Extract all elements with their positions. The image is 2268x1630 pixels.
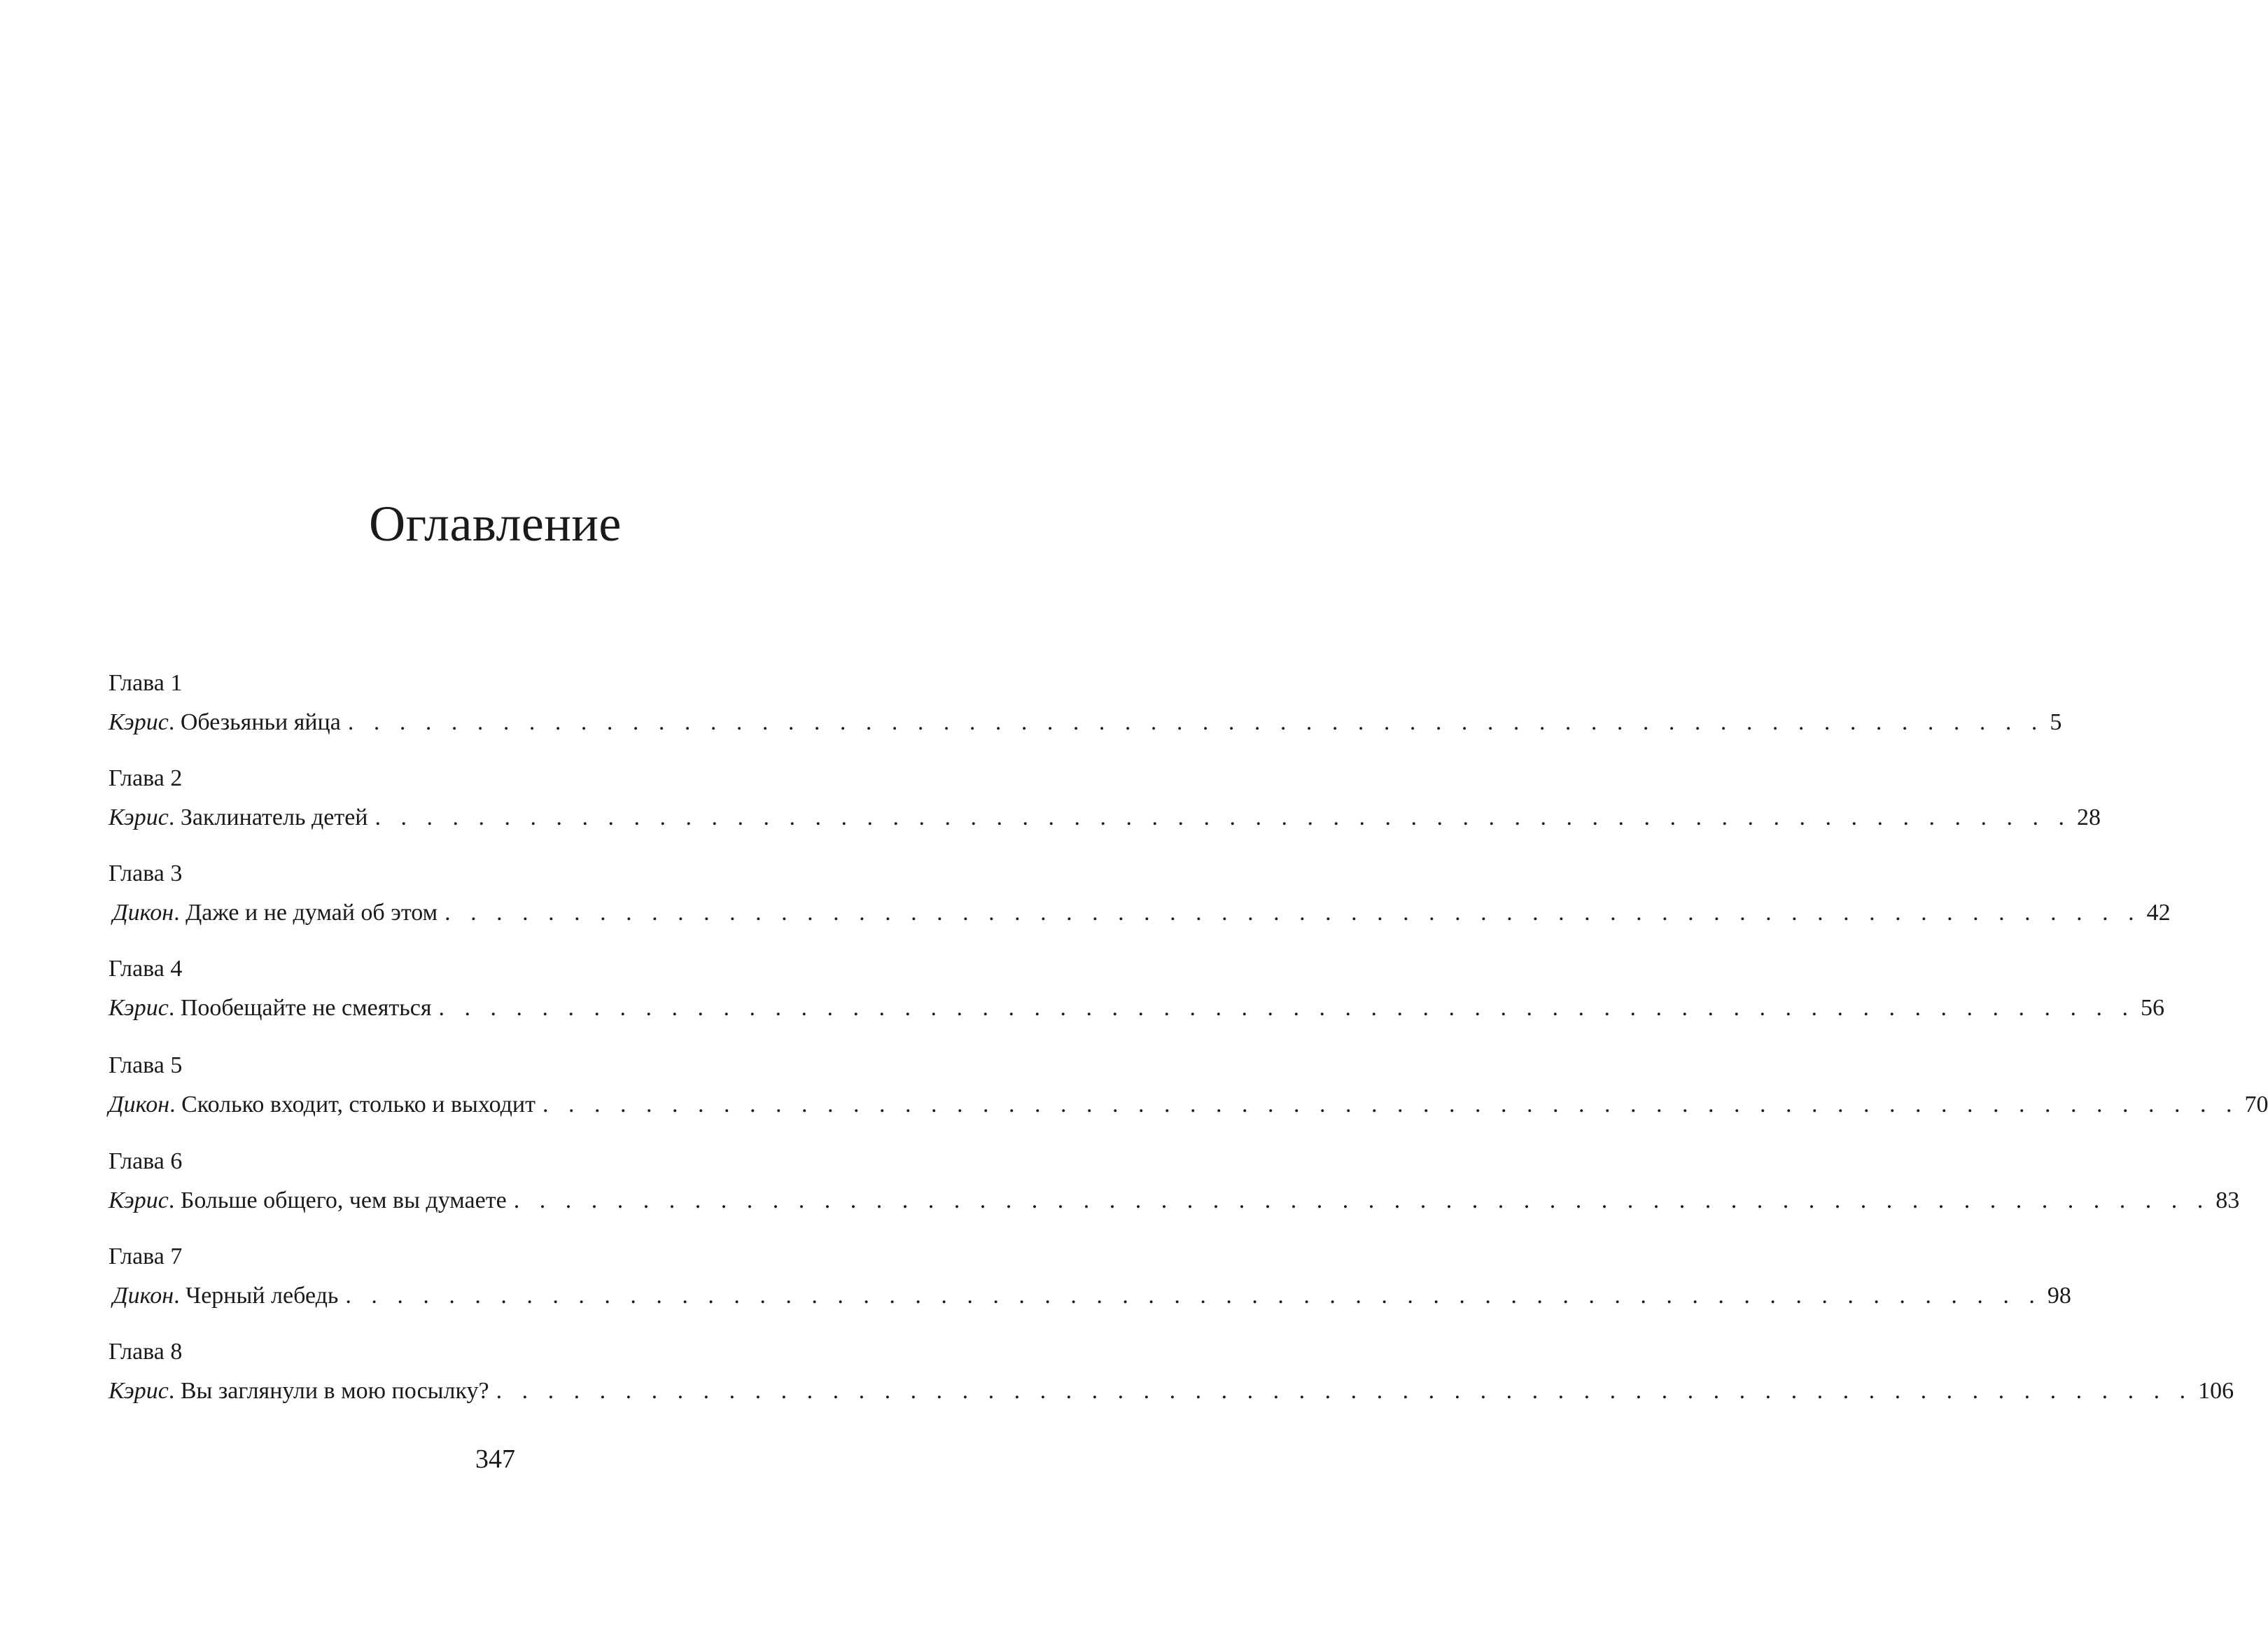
dot-leader: . . . . . . . . . . . . . . . . . . . . . . . . . . . . . . . . . . . . . . . . . . . . . . . . . . . . . . . . . . . . . . . . . .	[347, 709, 2045, 735]
page-number: 56	[2140, 995, 2164, 1021]
dot-leader: . . . . . . . . . . . . . . . . . . . . . . . . . . . . . . . . . . . . . . . . . . . . . . . . . . . . . . . . . . . . . . . . . .	[374, 804, 2071, 830]
narrator-separator: .	[168, 995, 175, 1021]
chapter-title-line	[108, 898, 2171, 928]
narrator-separator: .	[174, 1283, 180, 1309]
chapter-narrator: Кэрис	[108, 1187, 169, 1213]
folio-page-number: 347	[475, 1444, 515, 1474]
chapter-title-line	[108, 1185, 2240, 1216]
page-number: 70	[2244, 1092, 2268, 1117]
dot-leader: . . . . . . . . . . . . . . . . . . . . . . . . . . . . . . . . . . . . . . . . . . . . . . . . . . . . . . . . . . . . . . . . . .	[438, 995, 2135, 1021]
chapter-label: Глава 2	[108, 765, 183, 791]
chapter-title: Черный лебедь	[179, 1283, 339, 1309]
chapter-label: Глава 3	[108, 861, 183, 886]
narrator-separator: .	[168, 804, 175, 830]
chapter-narrator: Кэрис	[108, 709, 169, 735]
chapter-label: Глава 4	[108, 956, 183, 982]
chapter-title: Больше общего, чем вы думаете	[174, 1187, 507, 1213]
chapter-title-line	[108, 1281, 2071, 1311]
page-number: 98	[2047, 1283, 2071, 1309]
dot-leader: . . . . . . . . . . . . . . . . . . . . . . . . . . . . . . . . . . . . . . . . . . . . . . . . . . . . . . . . . . . . . . . . . .	[496, 1378, 2193, 1404]
chapter-title: Заклинатель детей	[174, 804, 368, 830]
page-title: Оглавление	[369, 496, 622, 552]
chapter-title-line	[108, 802, 2101, 833]
chapter-narrator: Дикон	[113, 900, 174, 926]
narrator-separator: .	[168, 1378, 175, 1404]
chapter-title: Сколько входит, столько и выходит	[175, 1092, 536, 1117]
page-number: 42	[2146, 900, 2171, 926]
chapter-title-line	[108, 707, 2062, 738]
chapter-label: Глава 6	[108, 1148, 183, 1174]
chapter-label: Глава 5	[108, 1052, 183, 1078]
chapter-narrator: Дикон	[108, 1092, 170, 1117]
dot-leader: . . . . . . . . . . . . . . . . . . . . . . . . . . . . . . . . . . . . . . . . . . . . . . . . . . . . . . . . . . . . . . . . . .	[513, 1187, 2211, 1213]
page-number: 28	[2077, 804, 2101, 830]
chapter-title: Пообещайте не смеяться	[174, 995, 432, 1021]
chapter-title: Вы заглянули в мою посылку?	[174, 1378, 489, 1404]
page-number: 83	[2216, 1187, 2240, 1213]
chapter-label: Глава 7	[108, 1244, 183, 1269]
dot-leader: . . . . . . . . . . . . . . . . . . . . . . . . . . . . . . . . . . . . . . . . . . . . . . . . . . . . . . . . . . . . . . . . . .	[345, 1283, 2042, 1309]
page-number: 106	[2198, 1378, 2234, 1404]
chapter-title: Даже и не думай об этом	[179, 900, 438, 926]
chapter-label: Глава 8	[108, 1339, 183, 1365]
dot-leader: . . . . . . . . . . . . . . . . . . . . . . . . . . . . . . . . . . . . . . . . . . . . . . . . . . . . . . . . . . . . . . . . . .	[444, 900, 2141, 926]
narrator-separator: .	[174, 900, 180, 926]
chapter-title-line	[108, 1376, 2234, 1407]
chapter-title: Обезьяньи яйца	[174, 709, 341, 735]
narrator-separator: .	[169, 1092, 176, 1117]
dot-leader: . . . . . . . . . . . . . . . . . . . . . . . . . . . . . . . . . . . . . . . . . . . . . . . . . . . . . . . . . . . . . . . . . .	[542, 1092, 2239, 1117]
chapter-narrator: Кэрис	[108, 804, 169, 830]
chapter-narrator: Кэрис	[108, 1378, 169, 1404]
chapter-label: Глава 1	[108, 670, 183, 696]
page-number: 5	[2050, 709, 2062, 735]
chapter-narrator: Дикон	[113, 1283, 174, 1309]
chapter-title-line	[108, 1089, 2268, 1120]
narrator-separator: .	[168, 709, 175, 735]
chapter-title-line	[108, 993, 2164, 1024]
narrator-separator: .	[168, 1187, 175, 1213]
chapter-narrator: Кэрис	[108, 995, 169, 1021]
